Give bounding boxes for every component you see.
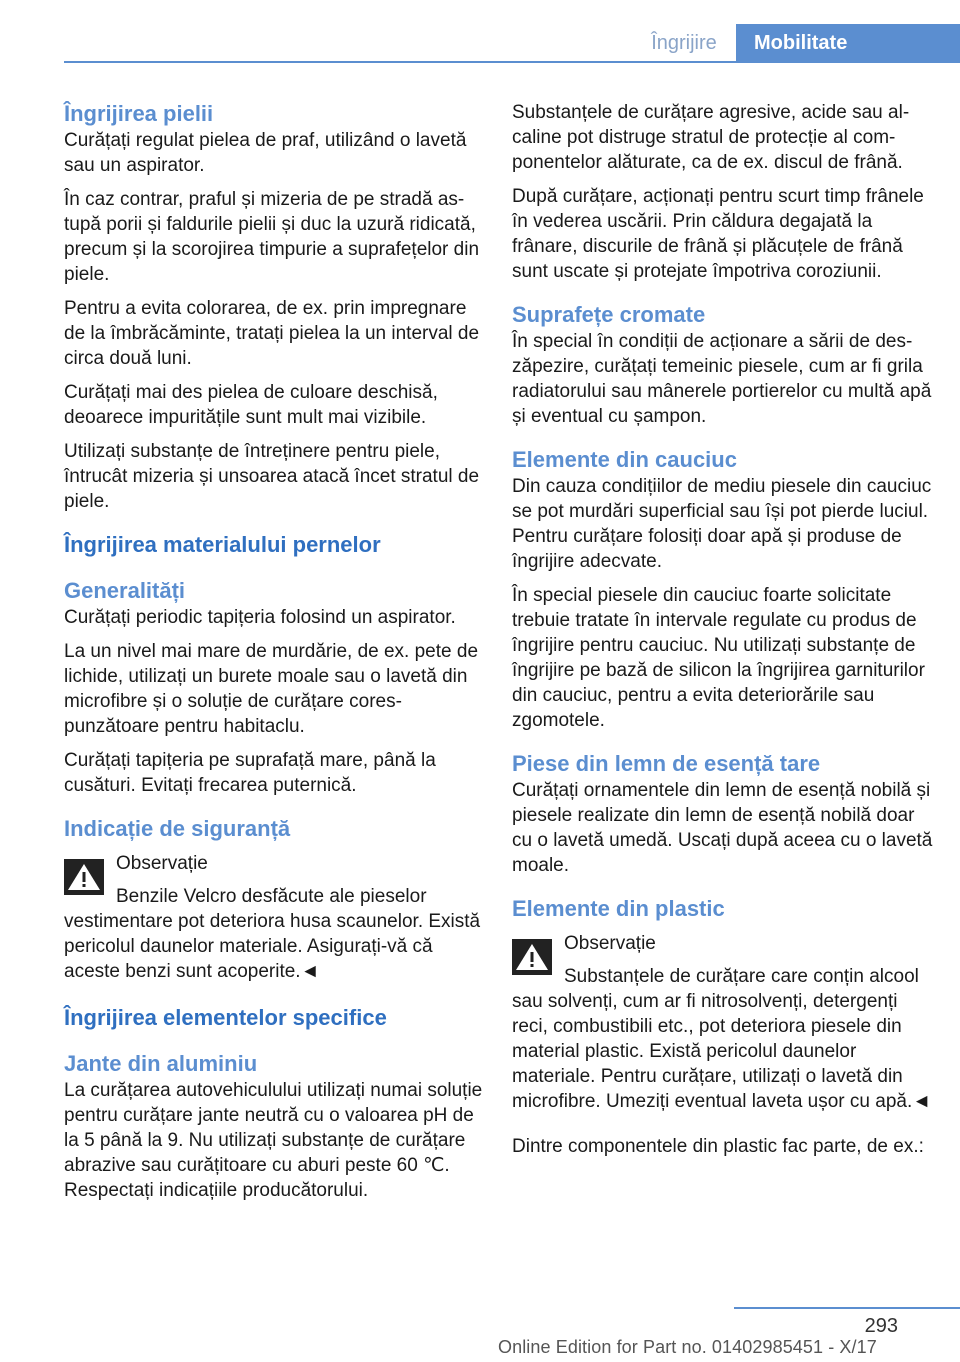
warning-title: Observație	[564, 933, 656, 954]
paragraph: În caz contrar, praful și mizeria de pe stradă astupă porii și faldurile pielii și duc la uzură ridicată, precum și la scorojirea timpurie a suprafețelor din piele.	[64, 189, 480, 285]
warning-icon	[64, 859, 104, 895]
warning-box	[512, 931, 934, 1114]
warning-box	[64, 851, 486, 984]
tab-mobilitate: Mobilitate	[736, 24, 960, 62]
subsection-title-hardwood: Piese din lemn de esență tare	[512, 751, 821, 776]
section-title-leather: Îngrijirea pielii	[64, 101, 214, 126]
section-title-specific: Îngrijirea elementelor specifice	[64, 1005, 387, 1030]
subsection-title-rubber: Elemente din cauciuc	[512, 447, 737, 472]
left-column	[64, 100, 486, 1212]
paragraph: Curățați regulat pielea de praf, utilizând o lavetă sau un aspirator.	[64, 130, 467, 176]
subsection-title-safety: Indicație de siguranță	[64, 816, 291, 841]
paragraph: Dintre componentele din plastic fac parte, de ex.:	[512, 1136, 924, 1157]
subsection-title-general: Generalități	[64, 578, 186, 603]
paragraph: În special piesele din cauciuc foarte solicitate trebuie tratate în intervale regulate cu produs de îngrijire pentru cauciuc. Nu utilizați substanțe de îngrijire pe bază de silicon la îngrijirea garniturilor din cauciuc, pentru a evita deteriorările sau zgomotele.	[512, 585, 925, 731]
subsection-title-chrome: Suprafețe cromate	[512, 302, 706, 327]
section-title-cushion: Îngrijirea materialului pernelor	[64, 532, 381, 557]
header-divider	[64, 61, 960, 63]
paragraph: Curățați mai des pielea de culoare deschisă, deoarece impuritățile sunt mult mai vizibile.	[64, 382, 438, 428]
paragraph: La un nivel mai mare de murdărie, de ex. pete de lichide, utilizați un burete moale sau o lavetă din microfibre și o soluție de curățare corespunzătoare pentru habitaclu.	[64, 641, 479, 737]
subsection-title-plastic: Elemente din plastic	[512, 896, 725, 921]
paragraph: La curățarea autovehiculului utilizați numai soluție pentru curățare jante neutră cu o valoarea pH de la 5 până la 9. Nu utilizați substanțe de curățare abrazive sau curățitoare cu aburi peste 60 ℃. Respectați indicațiile producătorului.	[64, 1080, 483, 1201]
warning-icon	[512, 939, 552, 975]
paragraph: După curățare, acționați pentru scurt timp frânele în vederea uscării. Prin căldura degajată la frânare, discurile de frână și plăcuțele de frână sunt uscate și protejate împotriva coroziunii.	[512, 186, 924, 282]
warning-text: Substanțele de curățare care conțin alcool sau solvenți, cum ar fi nitrosolvenți, detergenți reci, combustibili etc., pot deteriora piesele din material plastic. Există pericolul daunelor materiale. Pentru curățare, utilizați o lavetă din microfibre. Umeziți eventual laveta ușor cu apă.◄	[512, 966, 932, 1112]
paragraph: Utilizați substanțe de întreținere pentru piele, întrucât mizeria și unsoarea atacă încet stratul de piele.	[64, 441, 480, 512]
paragraph: Curățați ornamentele din lemn de esență nobilă și piesele realizate din lemn de esență nobilă doar cu o lavetă umedă. Uscați după aceea cu o lavetă moale.	[512, 780, 933, 876]
paragraph: Substanțele de curățare agresive, acide sau alcaline pot distruge stratul de protecție al componentelor alăturate, ca de ex. discul de frână.	[512, 102, 910, 173]
warning-title: Observație	[116, 853, 208, 874]
right-column	[512, 100, 934, 1168]
warning-text: Benzile Velcro desfăcute ale pieselor vestimentare pot deteriora husa scaunelor. Există pericolul daunelor materiale. Asigurați-vă că aceste benzi sunt acoperite.◄	[64, 886, 481, 982]
subsection-title-alloy-wheels: Jante din aluminiu	[64, 1051, 258, 1076]
paragraph: Pentru a evita colorarea, de ex. prin impregnare de la îmbrăcăminte, tratați pielea la un interval de circa două luni.	[64, 298, 480, 369]
edition-footer: Online Edition for Part no. 01402985451 - X/17	[498, 1337, 877, 1357]
footer-divider	[734, 1307, 960, 1309]
paragraph: Din cauza condițiilor de mediu piesele din cauciuc se pot murdări superficial sau își pot pierde luciul. Pentru curățare folosiți doar apă și produse de îngrijire adecvate.	[512, 476, 932, 572]
paragraph: Curățați tapițeria pe suprafață mare, până la cusături. Evitați frecarea puternică.	[64, 750, 436, 796]
tab-ingrijire: Îngrijire	[651, 32, 717, 54]
paragraph: Curățați periodic tapițeria folosind un aspirator.	[64, 607, 456, 628]
paragraph: În special în condiții de acționare a sării de deszăpezire, curățați temeinic piesele, cum ar fi grila radiatorului sau mânerele portierelor cu multă apă și eventual cu șampon.	[512, 331, 932, 427]
page-header	[0, 0, 960, 62]
page-number: 293	[864, 1315, 898, 1337]
